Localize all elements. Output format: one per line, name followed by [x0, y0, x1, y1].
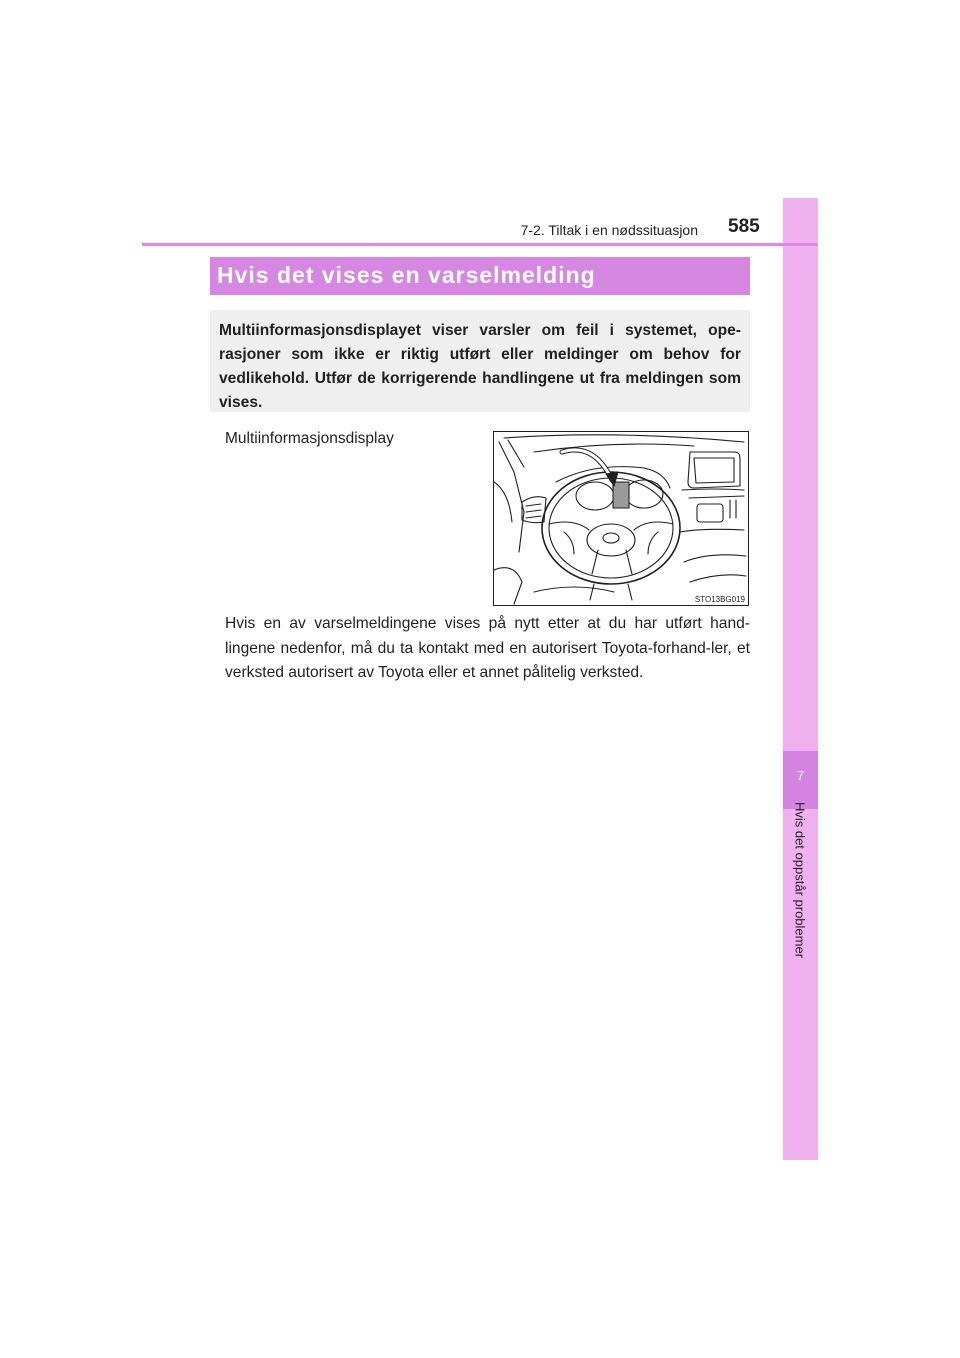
section-title: Hvis det vises en varselmelding — [217, 262, 596, 288]
body-text: Hvis en av varselmeldingene vises på nytt etter at du har utført hand-lingene nedenfor, må du ta kontakt med en autorisert Toyota-forhand-ler, et verksted autorisert av Toyota eller et annet pålitelig verksted. — [225, 615, 750, 681]
page-number: 585 — [728, 216, 760, 237]
dashboard-illustration — [493, 431, 749, 606]
intro-box — [210, 310, 750, 412]
header-rule — [142, 243, 818, 246]
chapter-title: Hvis det oppstår problemer — [792, 801, 808, 959]
figure-id: STO13BG019 — [694, 595, 745, 604]
section-title-bar — [210, 257, 750, 295]
section-heading: 7-2. Tiltak i en nødssituasjon — [520, 222, 698, 238]
steering-wheel-illustration — [494, 432, 748, 605]
intro-text: Multiinformasjonsdisplayet viser varsler om feil i systemet, ope-rasjoner som ikke er riktig utført eller meldinger om behov for vedlikehold. Utfør de korrigerende handlingene ut fra meldingen som vises. — [219, 322, 741, 411]
figure-caption: Multiinformasjonsdisplay — [225, 430, 394, 447]
chapter-number: 7 — [796, 768, 805, 783]
chapter-side-tab — [783, 198, 818, 1160]
